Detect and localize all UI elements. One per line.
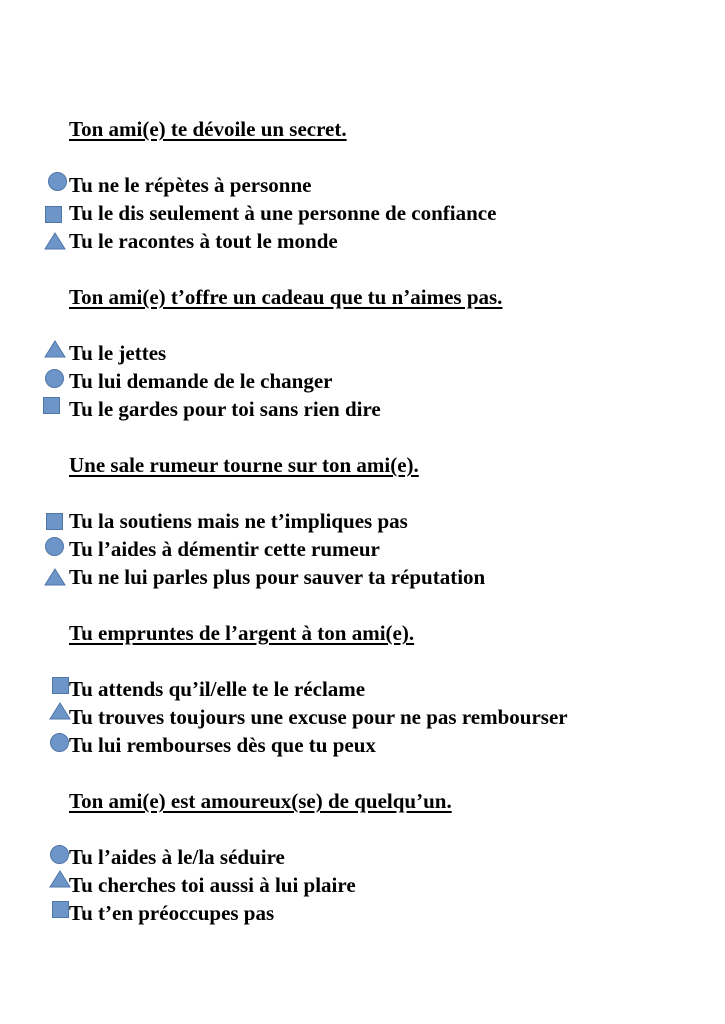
answer-option: Tu l’aides à démentir cette rumeur — [69, 537, 380, 561]
answer-option: Tu le dis seulement à une personne de confiance — [69, 201, 497, 225]
square-icon — [43, 397, 60, 414]
answer-option: Tu le jettes — [69, 341, 167, 365]
square-icon — [46, 513, 63, 530]
triangle-icon — [49, 702, 71, 720]
circle-icon — [45, 537, 64, 556]
answer-option: Tu la soutiens mais ne t’impliques pas — [69, 509, 408, 533]
answer-option: Tu le racontes à tout le monde — [69, 229, 338, 253]
question-title: Une sale rumeur tourne sur ton ami(e). — [69, 453, 419, 477]
circle-icon — [48, 172, 67, 191]
answer-option: Tu le gardes pour toi sans rien dire — [69, 397, 381, 421]
answer-option: Tu t’en préoccupes pas — [69, 901, 275, 925]
question-title: Ton ami(e) est amoureux(se) de quelqu’un. — [69, 789, 452, 813]
answer-option: Tu ne lui parles plus pour sauver ta réputation — [69, 565, 486, 589]
square-icon — [52, 677, 69, 694]
question-title: Tu empruntes de l’argent à ton ami(e). — [69, 621, 415, 645]
answer-option: Tu attends qu’il/elle te le réclame — [69, 677, 366, 701]
answer-option: Tu lui rembourses dès que tu peux — [69, 733, 376, 757]
question-title: Ton ami(e) t’offre un cadeau que tu n’aimes pas. — [69, 285, 503, 309]
triangle-icon — [44, 232, 66, 250]
answer-option: Tu ne le répètes à personne — [69, 173, 312, 197]
answer-option: Tu lui demande de le changer — [69, 369, 333, 393]
square-icon — [52, 901, 69, 918]
question-title: Ton ami(e) te dévoile un secret. — [69, 117, 347, 141]
circle-icon — [50, 845, 69, 864]
answer-option: Tu trouves toujours une excuse pour ne pas rembourser — [69, 705, 568, 729]
answer-option: Tu cherches toi aussi à lui plaire — [69, 873, 356, 897]
triangle-icon — [44, 340, 66, 358]
answer-option: Tu l’aides à le/la séduire — [69, 845, 285, 869]
square-icon — [45, 206, 62, 223]
triangle-icon — [44, 568, 66, 586]
circle-icon — [50, 733, 69, 752]
triangle-icon — [49, 870, 71, 888]
circle-icon — [45, 369, 64, 388]
